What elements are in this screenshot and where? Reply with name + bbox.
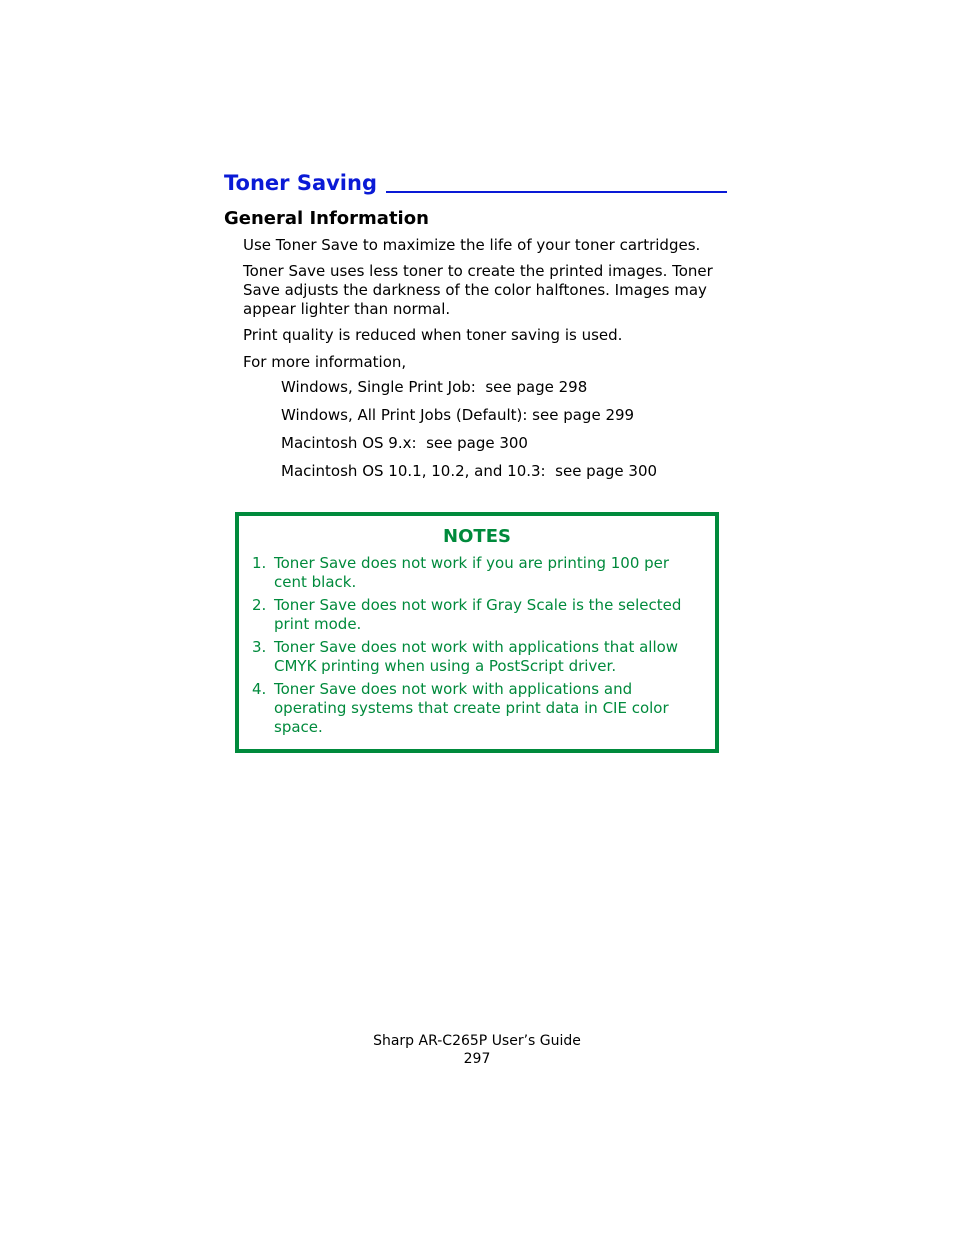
reference-item: Macintosh OS 10.1, 10.2, and 10.3: see page 300 bbox=[281, 462, 658, 480]
note-number: 2. bbox=[252, 596, 267, 614]
note-text: Toner Save does not work with applications and operating systems that create print data in CIE color space. bbox=[274, 680, 669, 736]
notes-title: NOTES bbox=[443, 526, 511, 547]
title-underline bbox=[386, 191, 727, 193]
paragraph-intro: Use Toner Save to maximize the life of your toner cartridges. bbox=[243, 236, 701, 254]
guide-title: Sharp AR-C265P User’s Guide bbox=[373, 1033, 581, 1049]
note-item bbox=[252, 554, 702, 592]
page-title bbox=[224, 168, 727, 198]
note-number: 1. bbox=[252, 554, 267, 572]
page-number: 297 bbox=[463, 1051, 491, 1067]
reference-item: Macintosh OS 9.x: see page 300 bbox=[281, 434, 528, 452]
paragraph-more-info: For more information, bbox=[243, 353, 407, 371]
section-heading: General Information bbox=[224, 208, 429, 229]
notes-box bbox=[235, 512, 719, 753]
note-number: 4. bbox=[252, 680, 267, 698]
reference-item: Windows, Single Print Job: see page 298 bbox=[281, 378, 588, 396]
note-item bbox=[252, 680, 702, 737]
reference-item: Windows, All Print Jobs (Default): see page 299 bbox=[281, 406, 635, 424]
reference-list bbox=[281, 378, 657, 490]
note-text: Toner Save does not work if you are printing 100 per cent black. bbox=[274, 554, 670, 591]
paragraph-description: Toner Save uses less toner to create the printed images. Toner Save adjusts the darkness of the color halftones. Images may appear lighter than normal. bbox=[243, 262, 713, 318]
paragraph-quality: Print quality is reduced when toner saving is used. bbox=[243, 326, 623, 344]
notes-list bbox=[252, 554, 702, 741]
page-footer bbox=[0, 1032, 954, 1068]
page-title-text: Toner Saving bbox=[224, 171, 377, 195]
note-item bbox=[252, 638, 702, 676]
note-text: Toner Save does not work with applications that allow CMYK printing when using a PostScript driver. bbox=[274, 638, 679, 675]
note-number: 3. bbox=[252, 638, 267, 656]
note-text: Toner Save does not work if Gray Scale is the selected print mode. bbox=[274, 596, 682, 633]
note-item bbox=[252, 596, 702, 634]
